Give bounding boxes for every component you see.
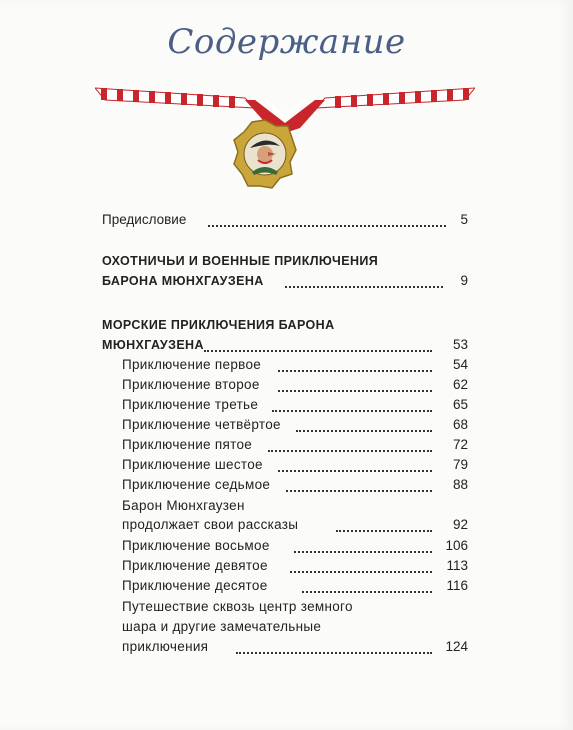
toc-leader-dots bbox=[285, 285, 443, 288]
toc-entry-label: шара и другие замечательные bbox=[122, 619, 322, 634]
toc-page-number: 62 bbox=[452, 377, 468, 392]
toc-section-heading: МОРСКИЕ ПРИКЛЮЧЕНИЯ БАРОНА bbox=[102, 318, 335, 332]
toc-page-number: 113 bbox=[446, 558, 468, 573]
toc-page-number: 9 bbox=[460, 273, 468, 288]
toc-entry-label: Приключение четвёртое bbox=[122, 417, 281, 432]
toc-page-number: 124 bbox=[445, 639, 468, 654]
toc-page-number: 92 bbox=[452, 517, 468, 532]
toc-entry-label: Приключение пятое bbox=[122, 437, 253, 452]
toc-page-number: 65 bbox=[452, 397, 468, 412]
toc-leader-dots bbox=[336, 529, 432, 532]
toc-page-number: 72 bbox=[452, 437, 468, 452]
toc-entry-label: Приключение седьмое bbox=[122, 477, 271, 492]
page-title: Содержание bbox=[167, 22, 406, 62]
toc-leader-dots bbox=[204, 349, 432, 352]
toc-leader-dots bbox=[294, 550, 432, 553]
toc-section-heading: БАРОНА МЮНХГАУЗЕНА bbox=[102, 274, 264, 288]
toc-entry-label: Приключение десятое bbox=[122, 578, 268, 593]
toc-entry-label: Приключение шестое bbox=[122, 457, 263, 472]
toc-entry-label: Приключение третье bbox=[122, 397, 259, 412]
toc-page-number: 68 bbox=[452, 417, 468, 432]
medal-portrait-image bbox=[232, 118, 298, 190]
toc-section-heading: МЮНХГАУЗЕНА bbox=[102, 338, 204, 352]
toc-leader-dots bbox=[278, 389, 432, 392]
toc-leader-dots bbox=[286, 489, 432, 492]
toc-leader-dots bbox=[290, 570, 432, 573]
toc-leader-dots bbox=[208, 224, 446, 227]
toc-entry-label: Приключение второе bbox=[122, 377, 260, 392]
toc-entry-label: Путешествие сквозь центр земного bbox=[122, 599, 353, 614]
toc-entry-label: Барон Мюнхгаузен bbox=[122, 498, 245, 513]
toc-page-number: 88 bbox=[452, 477, 468, 492]
toc-page-number: 54 bbox=[452, 357, 468, 372]
toc-entry-label: Приключение девятое bbox=[122, 558, 268, 573]
toc-leader-dots bbox=[278, 369, 432, 372]
toc-leader-dots bbox=[278, 469, 432, 472]
toc-section-heading: ОХОТНИЧЬИ И ВОЕННЫЕ ПРИКЛЮЧЕНИЯ bbox=[102, 254, 379, 268]
toc-page-number: 5 bbox=[460, 212, 468, 227]
toc-leader-dots bbox=[268, 449, 432, 452]
toc-page-number: 53 bbox=[452, 337, 468, 352]
toc-entry-label: Приключение восьмое bbox=[122, 538, 270, 553]
toc-entry-label: приключения bbox=[122, 639, 209, 654]
toc-leader-dots bbox=[236, 651, 432, 654]
toc-leader-dots bbox=[302, 590, 432, 593]
toc-entry-label: Приключение первое bbox=[122, 357, 262, 372]
toc-page-number: 79 bbox=[452, 457, 468, 472]
toc-leader-dots bbox=[296, 429, 432, 432]
toc-entry-label: Предисловие bbox=[102, 212, 187, 227]
toc-leader-dots bbox=[272, 409, 432, 412]
toc-entry-label: продолжает свои рассказы bbox=[122, 517, 299, 532]
toc-page-number: 106 bbox=[445, 538, 468, 553]
toc-page-number: 116 bbox=[446, 578, 468, 593]
